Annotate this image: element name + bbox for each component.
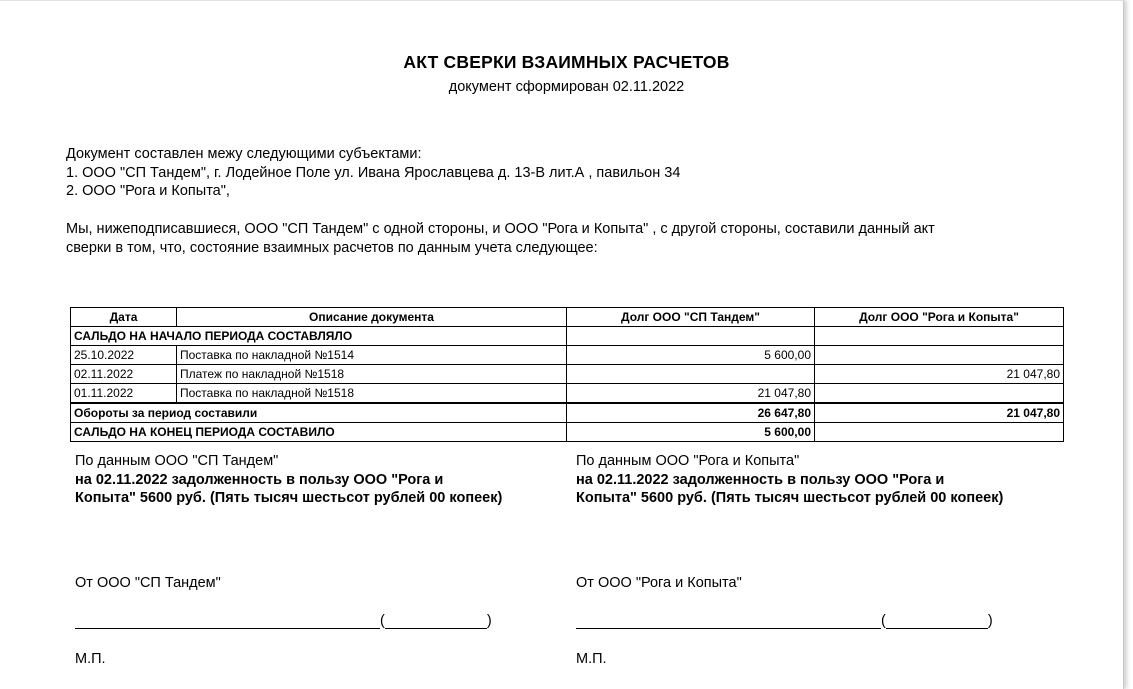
opening-balance-label: САЛЬДО НА НАЧАЛО ПЕРИОДА СОСТАВЛЯЛО xyxy=(71,327,567,346)
conclusion-line-2: Копыта" 5600 руб. (Пять тысяч шестьсот рублей 00 копеек) xyxy=(576,490,1004,506)
row-description: Платеж по накладной №1518 xyxy=(177,365,567,384)
name-blank xyxy=(385,611,487,629)
conclusion-tandem xyxy=(75,452,575,508)
table-row xyxy=(71,365,1064,384)
row-debt-roga xyxy=(815,346,1064,365)
turnover-debt-roga: 21 047,80 xyxy=(815,403,1064,423)
reconciliation-table xyxy=(70,307,1064,442)
stamp-tandem: М.П. xyxy=(75,651,106,667)
row-date: 25.10.2022 xyxy=(71,346,177,365)
table-row xyxy=(71,346,1064,365)
stamp-roga: М.П. xyxy=(576,651,607,667)
conclusion-source: По данным ООО "Рога и Копыта" xyxy=(576,453,800,469)
closing-balance-tandem: 5 600,00 xyxy=(567,423,815,442)
document-subtitle: документ сформирован 02.11.2022 xyxy=(448,79,685,95)
closing-balance-roga xyxy=(815,423,1064,442)
party-2: 2. ООО "Рога и Копыта", xyxy=(66,183,230,199)
table-header-row xyxy=(71,308,1064,327)
signature-line-tandem xyxy=(75,611,492,631)
turnover-row xyxy=(71,403,1064,423)
conclusion-roga xyxy=(576,452,1076,508)
conclusion-line-1: на 02.11.2022 задолженность в пользу ООО "Рога и xyxy=(75,471,444,488)
name-blank xyxy=(886,611,988,629)
row-description: Поставка по накладной №1518 xyxy=(177,384,567,404)
row-debt-tandem: 5 600,00 xyxy=(567,346,815,365)
row-debt-tandem xyxy=(567,365,815,384)
signer-tandem: От ООО "СП Тандем" xyxy=(75,575,221,591)
parties-block xyxy=(66,145,680,201)
row-debt-roga: 21 047,80 xyxy=(815,365,1064,384)
row-date: 02.11.2022 xyxy=(71,365,177,384)
closing-balance-row xyxy=(71,423,1064,442)
header-debt-tandem: Долг ООО "СП Тандем" xyxy=(567,308,815,327)
conclusion-line-1: на 02.11.2022 задолженность в пользу ООО "Рога и xyxy=(576,471,945,488)
open-paren: ( xyxy=(881,613,886,629)
statement-block xyxy=(66,220,1066,257)
signature-line-roga xyxy=(576,611,993,631)
close-paren: ) xyxy=(987,613,993,629)
turnover-debt-tandem: 26 647,80 xyxy=(567,403,815,423)
table-row xyxy=(71,384,1064,404)
row-debt-tandem: 21 047,80 xyxy=(567,384,815,404)
header-date: Дата xyxy=(71,308,177,327)
row-description: Поставка по накладной №1514 xyxy=(177,346,567,365)
parties-heading: Документ составлен межу следующими субъектами: xyxy=(66,146,422,162)
close-paren: ) xyxy=(486,613,492,629)
signer-roga: От ООО "Рога и Копыта" xyxy=(576,575,742,591)
party-1: 1. ООО "СП Тандем", г. Лодейное Поле ул. Ивана Ярославцева д. 13-В лит.А , павильон 34 xyxy=(66,164,681,181)
conclusion-source: По данным ООО "СП Тандем" xyxy=(75,453,279,469)
signature-blank xyxy=(576,611,881,629)
opening-balance-row xyxy=(71,327,1064,346)
document-title: АКТ СВЕРКИ ВЗАИМНЫХ РАСЧЕТОВ xyxy=(403,52,730,72)
header-description: Описание документа xyxy=(177,308,567,327)
row-date: 01.11.2022 xyxy=(71,384,177,404)
conclusion-line-2: Копыта" 5600 руб. (Пять тысяч шестьсот рублей 00 копеек) xyxy=(75,490,503,506)
opening-balance-roga xyxy=(815,327,1064,346)
open-paren: ( xyxy=(380,613,385,629)
statement-line-2: сверки в том, что, состояние взаимных расчетов по данным учета следующее: xyxy=(66,239,598,256)
closing-balance-label: САЛЬДО НА КОНЕЦ ПЕРИОДА СОСТАВИЛО xyxy=(71,423,567,442)
signature-blank xyxy=(75,611,380,629)
row-debt-roga xyxy=(815,384,1064,404)
statement-line-1: Мы, нижеподписавшиеся, ООО "СП Тандем" с одной стороны, и ООО "Рога и Копыта" , с другой стороны, составили данный акт xyxy=(66,221,935,237)
header-debt-roga: Долг ООО "Рога и Копыта" xyxy=(815,308,1064,327)
opening-balance-tandem xyxy=(567,327,815,346)
turnover-label: Обороты за период составили xyxy=(71,403,567,423)
